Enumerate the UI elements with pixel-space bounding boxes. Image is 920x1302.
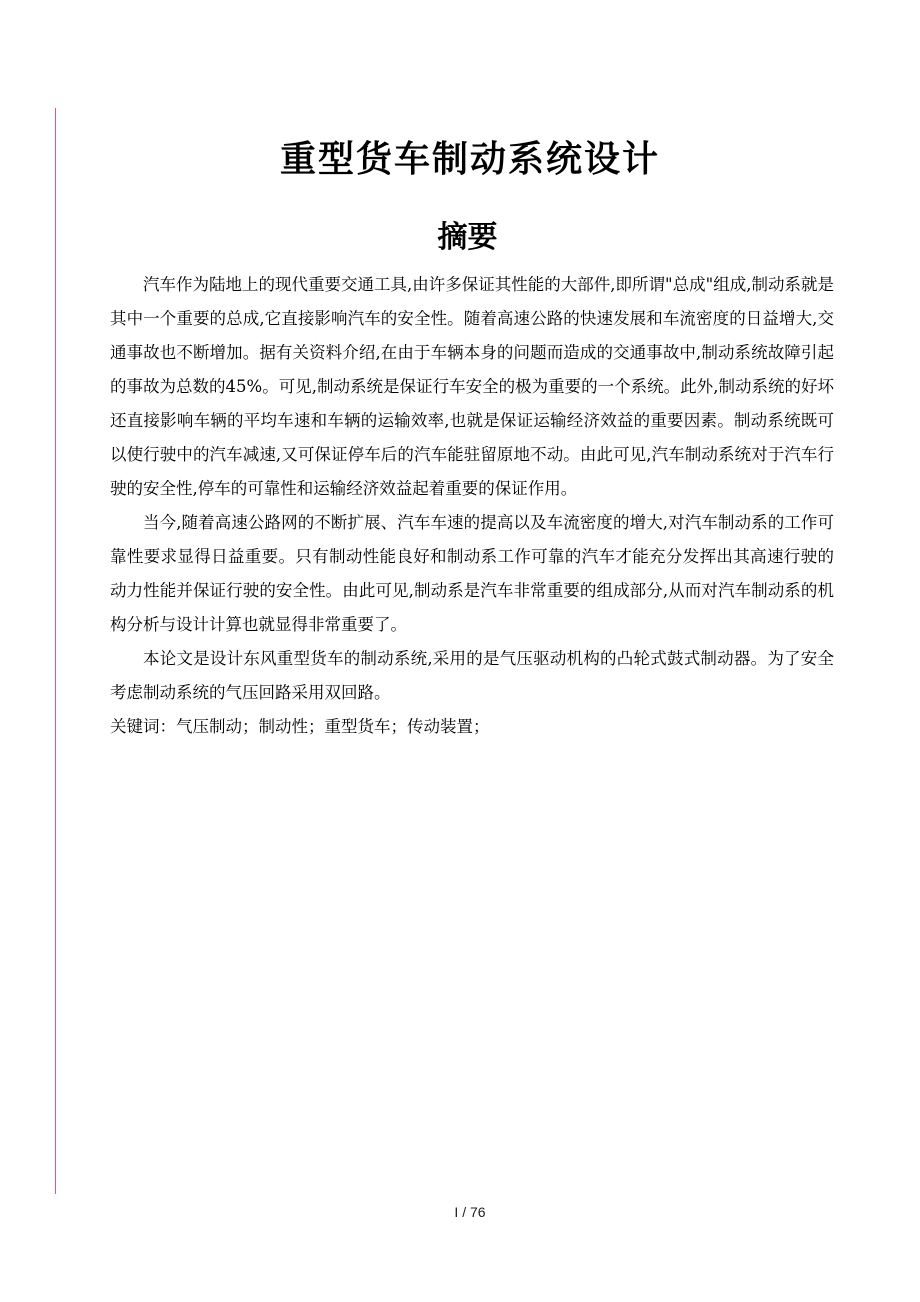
abstract-paragraph-2: 当今,随着高速公路网的不断扩展、汽车车速的提高以及车流密度的增大,对汽车制动系的工作可靠性要求显得日益重要。只有制动性能良好和制动系工作可靠的汽车才能充分发挥出其高速行驶的动力性能并保证行驶的安全性。由此可见,制动系是汽车非常重要的组成部分,从而对汽车制动系的机构分析与设计计算也就显得非常重要了。 <box>110 513 834 634</box>
abstract-heading: 摘要 <box>437 220 498 255</box>
margin-line <box>55 108 56 1194</box>
keywords-line: 关键词：气压制动；制动性；重型货车；传动装置； <box>110 717 490 736</box>
abstract-body <box>110 268 834 744</box>
page-number: I / 76 <box>454 1204 486 1220</box>
abstract-paragraph-1: 汽车作为陆地上的现代重要交通工具,由许多保证其性能的大部件,即所谓"总成"组成,制动系就是其中一个重要的总成,它直接影响汽车的安全性。随着高速公路的快速发展和车流密度的日益增大,交通事故也不断增加。据有关资料介绍,在由于车辆本身的问题而造成的交通事故中,制动系统故障引起的事故为总数的45%。可见,制动系统是保证行车安全的极为重要的一个系统。此外,制动系统的好坏还直接影响车辆的平均车速和车辆的运输效率,也就是保证运输经济效益的重要因素。制动系统既可以使行驶中的汽车减速,又可保证停车后的汽车能驻留原地不动。由此可见,汽车制动系统对于汽车行驶的安全性,停车的可靠性和运输经济效益起着重要的保证作用。 <box>110 275 834 498</box>
abstract-paragraph-3: 本论文是设计东风重型货车的制动系统,采用的是气压驱动机构的凸轮式鼓式制动器。为了安全考虑制动系统的气压回路采用双回路。 <box>110 649 834 702</box>
document-title: 重型货车制动系统设计 <box>279 138 660 180</box>
